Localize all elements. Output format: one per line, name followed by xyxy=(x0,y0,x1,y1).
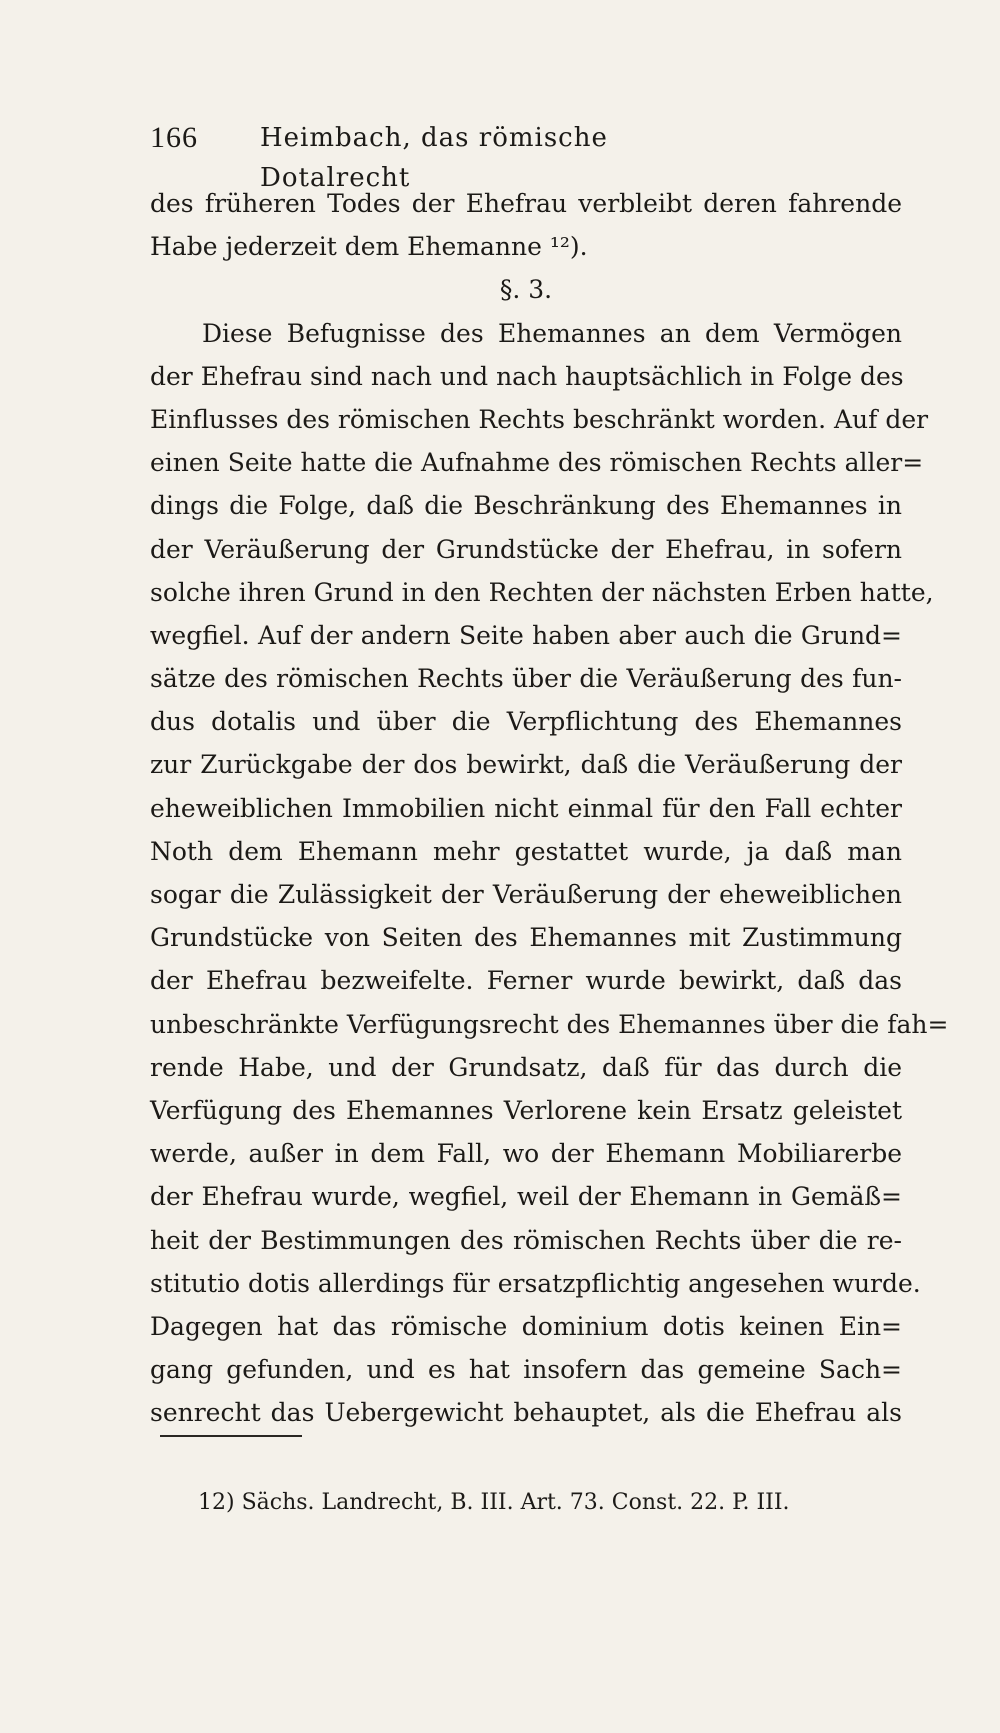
text-line: dings die Folge, daß die Beschränkung des Ehemannes in xyxy=(150,491,902,521)
text-line: der Ehefrau bezweifelte. Ferner wurde bewirkt, daß das xyxy=(150,966,902,996)
text-line: zur Zurückgabe der dos bewirkt, daß die Veräußerung der xyxy=(150,750,902,780)
running-title: Heimbach, das römische Dotalrecht xyxy=(260,123,608,193)
footnote-divider xyxy=(160,1435,302,1437)
text-line: rende Habe, und der Grundsatz, daß für das durch die xyxy=(150,1052,902,1082)
running-head xyxy=(150,118,740,193)
text-line: Grundstücke von Seiten des Ehemannes mit Zustimmung xyxy=(150,923,902,953)
section-heading: §. 3. xyxy=(499,275,553,305)
body-text xyxy=(150,182,949,1434)
text-line: Noth dem Ehemann mehr gestattet wurde, ja daß man xyxy=(150,836,902,866)
text-line: der Ehefrau sind nach und nach hauptsächlich in Folge des xyxy=(150,361,904,391)
text-line: der Veräußerung der Grundstücke der Ehefrau, in sofern xyxy=(150,534,902,564)
text-line: des früheren Todes der Ehefrau verbleibt deren fahrende xyxy=(150,189,902,218)
text-line: sätze des römischen Rechts über die Veräußerung des fun- xyxy=(150,664,902,694)
text-line: einen Seite hatte die Aufnahme des römischen Rechts aller= xyxy=(150,448,924,478)
text-line: wegfiel. Auf der andern Seite haben aber auch die Grund= xyxy=(150,620,902,650)
footnote: 12) Sächs. Landrecht, B. III. Art. 73. Const. 22. P. III. xyxy=(198,1490,790,1515)
text-line: senrecht das Uebergewicht behauptet, als die Ehefrau als xyxy=(150,1398,902,1428)
text-line: solche ihren Grund in den Rechten der nächsten Erben hatte, xyxy=(150,577,934,607)
text-line: Einflusses des römischen Rechts beschränkt worden. Auf der xyxy=(150,404,929,434)
text-line: Habe jederzeit dem Ehemanne ¹²). xyxy=(150,232,588,262)
text-line: Diese Befugnisse des Ehemannes an dem Vermögen xyxy=(202,318,902,348)
page-number: 166 xyxy=(150,121,198,154)
text-line: unbeschränkte Verfügungsrecht des Ehemannes über die fah= xyxy=(150,1009,949,1039)
text-line: stitutio dotis allerdings für ersatzpflichtig angesehen wurde. xyxy=(150,1268,921,1298)
text-line: sogar die Zulässigkeit der Veräußerung der eheweiblichen xyxy=(150,880,902,909)
text-line: dus dotalis und über die Verpflichtung des Ehemannes xyxy=(150,707,902,737)
text-line: werde, außer in dem Fall, wo der Ehemann Mobiliarerbe xyxy=(150,1139,902,1169)
text-line: der Ehefrau wurde, wegfiel, weil der Ehemann in Gemäß= xyxy=(150,1182,902,1212)
text-line: heit der Bestimmungen des römischen Rechts über die re- xyxy=(150,1225,902,1255)
text-line: gang gefunden, und es hat insofern das gemeine Sach= xyxy=(150,1355,902,1385)
text-line: eheweiblichen Immobilien nicht einmal für den Fall echter xyxy=(150,793,902,823)
text-line: Verfügung des Ehemannes Verlorene kein Ersatz geleistet xyxy=(150,1095,902,1125)
text-line: Dagegen hat das römische dominium dotis keinen Ein= xyxy=(150,1311,902,1341)
